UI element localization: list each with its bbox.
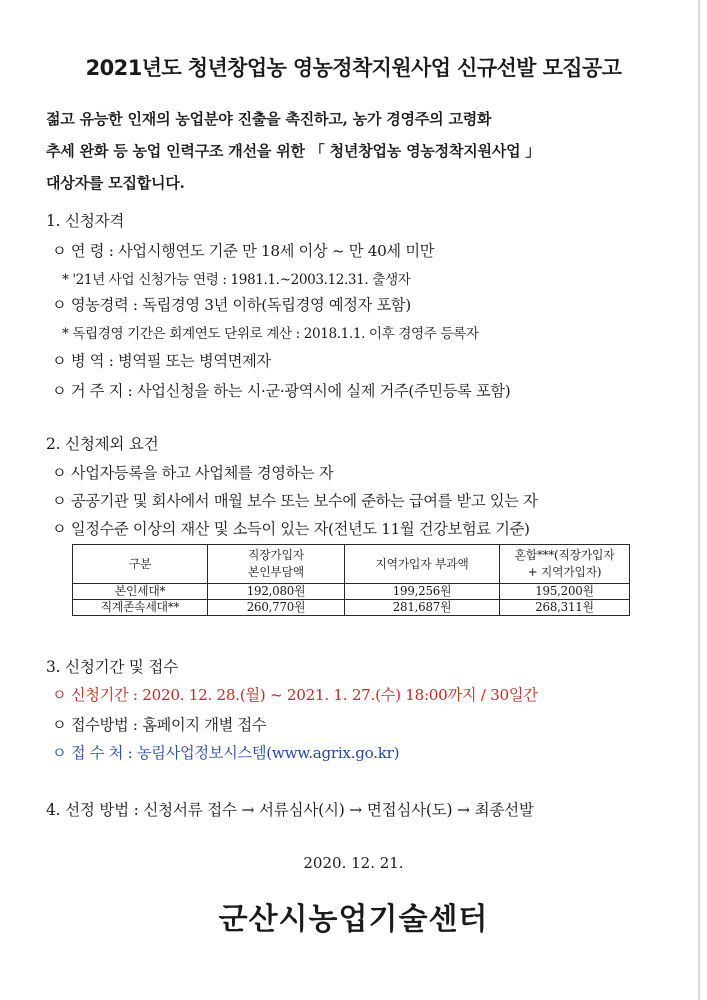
organization-name: 군산시농업기술센터 [218, 902, 489, 937]
cell-mixed: 195,200원 [500, 584, 630, 600]
exclusion-item: ㅇ 사업자등록을 하고 사업체를 경영하는 자 [52, 464, 334, 482]
cell-mixed: 268,311원 [500, 600, 630, 616]
row-label: 직계존속세대** [73, 600, 208, 616]
section-2-heading: 2. 신청제외 요건 [46, 435, 159, 453]
table-row [73, 600, 630, 616]
section-1-heading: 1. 신청자격 [46, 212, 125, 230]
cell-regional: 199,256원 [345, 584, 500, 600]
cell-employee: 192,080원 [208, 584, 345, 600]
intro-line-3: 대상자를 모집합니다. [46, 174, 185, 192]
col-header-employee-line1: 직장가입자 [248, 548, 304, 562]
col-header-employee [208, 545, 345, 584]
table-header-row [73, 545, 630, 584]
notice-date: 2020. 12. 21. [303, 854, 404, 872]
eligibility-age-note: * '21년 사업 신청가능 연령 : 1981.1.~2003.12.31. 출생자 [62, 272, 411, 288]
col-header-employee-line2: 본인부담액 [248, 565, 304, 579]
eligibility-career-note: * 독립경영 기간은 회계연도 단위로 계산 : 2018.1.1. 이후 경영주 등록자 [62, 326, 479, 342]
col-header-mixed-line1: 혼합***(직장가입자 [514, 548, 615, 562]
col-header-category: 구분 [73, 545, 208, 584]
eligibility-career: ㅇ 영농경력 : 독립경영 3년 이하(독립경영 예정자 포함) [52, 296, 411, 314]
col-header-regional: 지역가입자 부과액 [345, 545, 500, 584]
col-header-mixed [500, 545, 630, 584]
application-place: ㅇ 접 수 처 : 농림사업정보시스템(www.agrix.go.kr) [52, 744, 400, 762]
section-3-heading: 3. 신청기간 및 접수 [46, 658, 178, 676]
eligibility-age: ㅇ 연 령 : 사업시행연도 기준 만 18세 이상 ~ 만 40세 미만 [52, 242, 435, 260]
insurance-threshold-table [72, 544, 630, 616]
col-header-mixed-line2: + 지역가입자) [527, 565, 602, 579]
table-row [73, 584, 630, 600]
row-label: 본인세대* [73, 584, 208, 600]
section-4-selection: 4. 선정 방법 : 신청서류 접수 → 서류심사(시) → 면접심사(도) → 최종선발 [46, 801, 534, 819]
exclusion-item: ㅇ 공공기관 및 회사에서 매월 보수 또는 보수에 준하는 급여를 받고 있는 자 [52, 492, 538, 510]
cell-employee: 260,770원 [208, 600, 345, 616]
eligibility-military: ㅇ 병 역 : 병역필 또는 병역면제자 [52, 352, 271, 370]
application-period: ㅇ 신청기간 : 2020. 12. 28.(월) ~ 2021. 1. 27.(수) 18:00까지 / 30일간 [52, 686, 538, 704]
scan-edge-line [698, 0, 700, 1000]
eligibility-residence: ㅇ 거 주 지 : 사업신청을 하는 시·군·광역시에 실제 거주(주민등록 포함) [52, 382, 511, 400]
intro-line-1: 젊고 유능한 인재의 농업분야 진출을 촉진하고, 농가 경영주의 고령화 [46, 110, 492, 128]
notice-title: 2021년도 청년창업농 영농정착지원사업 신규선발 모집공고 [85, 56, 622, 80]
cell-regional: 281,687원 [345, 600, 500, 616]
intro-line-2: 추세 완화 등 농업 인력구조 개선을 위한 「 청년창업농 영농정착지원사업 」 [46, 142, 541, 160]
application-method: ㅇ 접수방법 : 홈페이지 개별 접수 [52, 716, 267, 734]
exclusion-item: ㅇ 일정수준 이상의 재산 및 소득이 있는 자(전년도 11월 건강보험료 기준) [52, 520, 530, 538]
